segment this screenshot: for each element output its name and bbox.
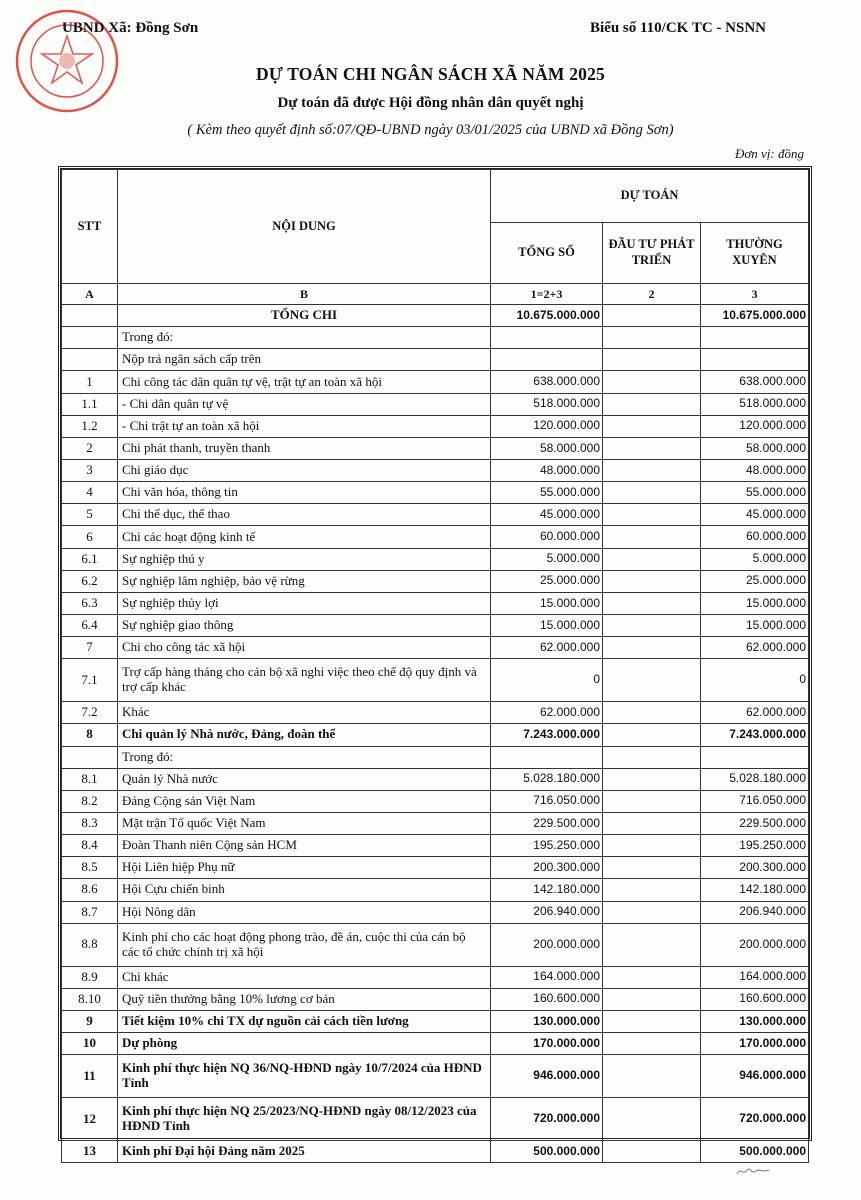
row-investment <box>603 768 701 790</box>
header-investment: ĐẦU TƯ PHÁT TRIỂN <box>603 223 701 284</box>
row-investment <box>603 835 701 857</box>
row-content: Hội Cựu chiến binh <box>118 879 491 901</box>
row-total: 15.000.000 <box>491 614 603 636</box>
row-total: 25.000.000 <box>491 570 603 592</box>
header-estimate-group: DỰ TOÁN <box>491 170 809 223</box>
row-total: 10.675.000.000 <box>491 305 603 327</box>
row-stt <box>62 327 118 349</box>
row-regular: 62.000.000 <box>701 702 809 724</box>
table-row <box>62 349 809 371</box>
row-total: 15.000.000 <box>491 592 603 614</box>
row-stt: 6.2 <box>62 570 118 592</box>
row-stt: 7.1 <box>62 659 118 702</box>
code-cell: A <box>62 284 118 305</box>
row-regular: 120.000.000 <box>701 415 809 437</box>
table-row <box>62 1141 809 1163</box>
table-row <box>62 857 809 879</box>
row-regular: 15.000.000 <box>701 614 809 636</box>
row-regular: 638.000.000 <box>701 371 809 393</box>
table-row <box>62 437 809 459</box>
row-regular: 5.000.000 <box>701 548 809 570</box>
table-row <box>62 482 809 504</box>
row-total: 45.000.000 <box>491 504 603 526</box>
row-total: 164.000.000 <box>491 966 603 988</box>
row-stt: 1 <box>62 371 118 393</box>
row-total: 0 <box>491 659 603 702</box>
table-row <box>62 790 809 812</box>
row-regular: 160.600.000 <box>701 988 809 1010</box>
row-total: 946.000.000 <box>491 1055 603 1098</box>
row-investment <box>603 901 701 923</box>
row-investment <box>603 526 701 548</box>
row-stt: 3 <box>62 459 118 481</box>
row-regular: 0 <box>701 659 809 702</box>
row-regular: 142.180.000 <box>701 879 809 901</box>
code-cell: 1=2+3 <box>491 284 603 305</box>
row-investment <box>603 504 701 526</box>
row-investment <box>603 966 701 988</box>
row-content: Kinh phí Đại hội Đảng năm 2025 <box>118 1141 491 1163</box>
row-content: Chi thể dục, thể thao <box>118 504 491 526</box>
row-content: Chi giáo dục <box>118 459 491 481</box>
row-content: Đảng Cộng sản Việt Nam <box>118 790 491 812</box>
row-investment <box>603 305 701 327</box>
row-total: 206.940.000 <box>491 901 603 923</box>
row-content: Kinh phí thực hiện NQ 36/NQ-HĐND ngày 10/7/2024 của HĐND Tỉnh <box>118 1055 491 1098</box>
table-row <box>62 504 809 526</box>
row-content: Chi quản lý Nhà nước, Đảng, đoàn thể <box>118 724 491 746</box>
row-regular: 5.028.180.000 <box>701 768 809 790</box>
table-row <box>62 637 809 659</box>
row-total: 60.000.000 <box>491 526 603 548</box>
row-investment <box>603 637 701 659</box>
row-stt: 2 <box>62 437 118 459</box>
row-stt: 13 <box>62 1141 118 1163</box>
organization-name: UBND Xã: Đồng Sơn <box>62 20 199 36</box>
row-investment <box>603 437 701 459</box>
table-row <box>62 570 809 592</box>
row-stt: 7.2 <box>62 702 118 724</box>
table-row <box>62 1033 809 1055</box>
row-stt: 6.1 <box>62 548 118 570</box>
row-regular: 7.243.000.000 <box>701 724 809 746</box>
row-total: 229.500.000 <box>491 812 603 834</box>
row-regular: 206.940.000 <box>701 901 809 923</box>
row-total: 5.028.180.000 <box>491 768 603 790</box>
row-regular: 720.000.000 <box>701 1098 809 1141</box>
table-row <box>62 835 809 857</box>
row-regular: 195.250.000 <box>701 835 809 857</box>
row-total: 62.000.000 <box>491 702 603 724</box>
row-regular: 10.675.000.000 <box>701 305 809 327</box>
table-row <box>62 614 809 636</box>
row-content: Hội Liên hiệp Phụ nữ <box>118 857 491 879</box>
row-total: 518.000.000 <box>491 393 603 415</box>
document-title: DỰ TOÁN CHI NGÂN SÁCH XÃ NĂM 2025 <box>256 64 605 84</box>
row-content: Dự phòng <box>118 1033 491 1055</box>
row-stt: 8.8 <box>62 923 118 966</box>
row-total: 48.000.000 <box>491 459 603 481</box>
row-stt: 8.10 <box>62 988 118 1010</box>
row-total: 195.250.000 <box>491 835 603 857</box>
row-content: Kinh phí cho các hoạt động phong trào, đề án, cuộc thi của cán bộ các tổ chức chính trị xã hội <box>118 923 491 966</box>
table-row <box>62 768 809 790</box>
row-content: Sự nghiệp giao thông <box>118 614 491 636</box>
row-investment <box>603 879 701 901</box>
code-cell: B <box>118 284 491 305</box>
row-content: Chi các hoạt động kinh tế <box>118 526 491 548</box>
row-total: 716.050.000 <box>491 790 603 812</box>
row-investment <box>603 459 701 481</box>
table-row <box>62 746 809 768</box>
row-content: Tiết kiệm 10% chi TX dự nguồn cải cách tiền lương <box>118 1010 491 1032</box>
row-content: Chi công tác dân quân tự vệ, trật tự an toàn xã hội <box>118 371 491 393</box>
table-row <box>62 415 809 437</box>
document-subtitle: Dự toán đã được Hội đồng nhân dân quyết nghị <box>277 95 584 111</box>
budget-table-frame <box>58 166 812 1159</box>
row-stt: 8.3 <box>62 812 118 834</box>
row-regular: 130.000.000 <box>701 1010 809 1032</box>
row-investment <box>603 1098 701 1141</box>
table-row <box>62 548 809 570</box>
row-stt: 8.2 <box>62 790 118 812</box>
budget-table <box>61 169 809 1163</box>
table-row <box>62 923 809 966</box>
row-content: Khác <box>118 702 491 724</box>
row-content: Kinh phí thực hiện NQ 25/2023/NQ-HĐND ngày 08/12/2023 của HĐND Tỉnh <box>118 1098 491 1141</box>
row-stt: 10 <box>62 1033 118 1055</box>
row-content: Chi phát thanh, truyền thanh <box>118 437 491 459</box>
row-stt: 4 <box>62 482 118 504</box>
row-total: 130.000.000 <box>491 1010 603 1032</box>
row-stt: 1.2 <box>62 415 118 437</box>
table-row <box>62 526 809 548</box>
row-total: 638.000.000 <box>491 371 603 393</box>
code-cell: 2 <box>603 284 701 305</box>
row-investment <box>603 349 701 371</box>
table-row <box>62 1010 809 1032</box>
table-row <box>62 371 809 393</box>
table-row <box>62 327 809 349</box>
table-row <box>62 1055 809 1098</box>
header-stt: STT <box>62 170 118 284</box>
row-total: 142.180.000 <box>491 879 603 901</box>
row-content: Hội Nông dân <box>118 901 491 923</box>
row-investment <box>603 1033 701 1055</box>
row-investment <box>603 393 701 415</box>
row-investment <box>603 1141 701 1163</box>
form-code: Biểu số 110/CK TC - NSNN <box>589 20 766 36</box>
table-row <box>62 702 809 724</box>
table-row <box>62 1098 809 1141</box>
row-investment <box>603 415 701 437</box>
row-content: Sự nghiệp lâm nghiệp, bảo vệ rừng <box>118 570 491 592</box>
row-total: 55.000.000 <box>491 482 603 504</box>
row-stt: 11 <box>62 1055 118 1098</box>
row-content: Quỹ tiền thưởng bằng 10% lương cơ bản <box>118 988 491 1010</box>
header-regular: THƯỜNG XUYÊN <box>701 223 809 284</box>
row-stt: 5 <box>62 504 118 526</box>
row-stt: 12 <box>62 1098 118 1141</box>
row-regular: 170.000.000 <box>701 1033 809 1055</box>
row-content: Quản lý Nhà nước <box>118 768 491 790</box>
row-total: 200.000.000 <box>491 923 603 966</box>
row-regular: 946.000.000 <box>701 1055 809 1098</box>
table-row <box>62 393 809 415</box>
row-investment <box>603 790 701 812</box>
row-total: 200.300.000 <box>491 857 603 879</box>
header-total: TỔNG SỐ <box>491 223 603 284</box>
row-stt <box>62 305 118 327</box>
row-total: 5.000.000 <box>491 548 603 570</box>
row-stt: 6 <box>62 526 118 548</box>
row-stt: 8 <box>62 724 118 746</box>
row-investment <box>603 371 701 393</box>
row-regular: 55.000.000 <box>701 482 809 504</box>
code-cell: 3 <box>701 284 809 305</box>
row-total: 7.243.000.000 <box>491 724 603 746</box>
row-stt: 8.1 <box>62 768 118 790</box>
row-content: Mặt trận Tổ quốc Việt Nam <box>118 812 491 834</box>
table-row <box>62 812 809 834</box>
row-total <box>491 349 603 371</box>
table-row <box>62 724 809 746</box>
table-row <box>62 901 809 923</box>
row-regular: 229.500.000 <box>701 812 809 834</box>
row-stt: 1.1 <box>62 393 118 415</box>
row-stt: 8.6 <box>62 879 118 901</box>
row-investment <box>603 548 701 570</box>
row-content: Sự nghiệp thủy lợi <box>118 592 491 614</box>
row-stt <box>62 746 118 768</box>
row-content: Đoàn Thanh niên Cộng sản HCM <box>118 835 491 857</box>
row-investment <box>603 659 701 702</box>
row-total: 500.000.000 <box>491 1141 603 1163</box>
row-content: - Chi trật tự an toàn xã hội <box>118 415 491 437</box>
row-regular: 500.000.000 <box>701 1141 809 1163</box>
currency-unit: Đơn vị: đồng <box>734 146 804 161</box>
row-regular <box>701 746 809 768</box>
row-stt: 9 <box>62 1010 118 1032</box>
row-total: 120.000.000 <box>491 415 603 437</box>
handwritten-initial-mark <box>735 1165 771 1177</box>
row-investment <box>603 724 701 746</box>
row-content: Trợ cấp hàng tháng cho cán bộ xã nghỉ việc theo chế độ quy định và trợ cấp khác <box>118 659 491 702</box>
row-total: 170.000.000 <box>491 1033 603 1055</box>
row-regular: 58.000.000 <box>701 437 809 459</box>
row-regular: 62.000.000 <box>701 637 809 659</box>
row-content: Nộp trả ngân sách cấp trên <box>118 349 491 371</box>
row-content: Chi cho công tác xã hội <box>118 637 491 659</box>
row-investment <box>603 812 701 834</box>
row-stt: 8.4 <box>62 835 118 857</box>
row-investment <box>603 988 701 1010</box>
row-investment <box>603 1010 701 1032</box>
row-content: Chi văn hóa, thông tin <box>118 482 491 504</box>
row-content: TỔNG CHI <box>118 305 491 327</box>
row-investment <box>603 614 701 636</box>
row-regular <box>701 349 809 371</box>
row-total: 58.000.000 <box>491 437 603 459</box>
row-investment <box>603 327 701 349</box>
row-investment <box>603 857 701 879</box>
row-regular <box>701 327 809 349</box>
row-content: Trong đó: <box>118 746 491 768</box>
row-regular: 15.000.000 <box>701 592 809 614</box>
table-row <box>62 879 809 901</box>
table-row <box>62 592 809 614</box>
row-investment <box>603 746 701 768</box>
row-regular: 164.000.000 <box>701 966 809 988</box>
row-total <box>491 746 603 768</box>
table-row <box>62 459 809 481</box>
row-stt: 6.4 <box>62 614 118 636</box>
row-investment <box>603 570 701 592</box>
table-row <box>62 305 809 327</box>
row-total: 62.000.000 <box>491 637 603 659</box>
row-content: - Chi dân quân tự vệ <box>118 393 491 415</box>
row-investment <box>603 923 701 966</box>
row-content: Chi khác <box>118 966 491 988</box>
row-stt <box>62 349 118 371</box>
row-regular: 716.050.000 <box>701 790 809 812</box>
row-investment <box>603 1055 701 1098</box>
row-investment <box>603 592 701 614</box>
row-total <box>491 327 603 349</box>
row-investment <box>603 482 701 504</box>
table-row <box>62 988 809 1010</box>
row-stt: 8.7 <box>62 901 118 923</box>
row-content: Sự nghiệp thú y <box>118 548 491 570</box>
row-stt: 7 <box>62 637 118 659</box>
row-content: Trong đó: <box>118 327 491 349</box>
decision-note: ( Kèm theo quyết định số:07/QĐ-UBND ngày 03/01/2025 của UBND xã Đồng Sơn) <box>187 122 674 138</box>
row-regular: 200.300.000 <box>701 857 809 879</box>
row-regular: 518.000.000 <box>701 393 809 415</box>
row-regular: 48.000.000 <box>701 459 809 481</box>
table-row <box>62 966 809 988</box>
row-regular: 45.000.000 <box>701 504 809 526</box>
row-regular: 200.000.000 <box>701 923 809 966</box>
row-stt: 8.9 <box>62 966 118 988</box>
header-content: NỘI DUNG <box>118 170 491 284</box>
row-regular: 60.000.000 <box>701 526 809 548</box>
table-row <box>62 659 809 702</box>
row-total: 160.600.000 <box>491 988 603 1010</box>
row-stt: 8.5 <box>62 857 118 879</box>
row-stt: 6.3 <box>62 592 118 614</box>
row-investment <box>603 702 701 724</box>
row-regular: 25.000.000 <box>701 570 809 592</box>
row-total: 720.000.000 <box>491 1098 603 1141</box>
